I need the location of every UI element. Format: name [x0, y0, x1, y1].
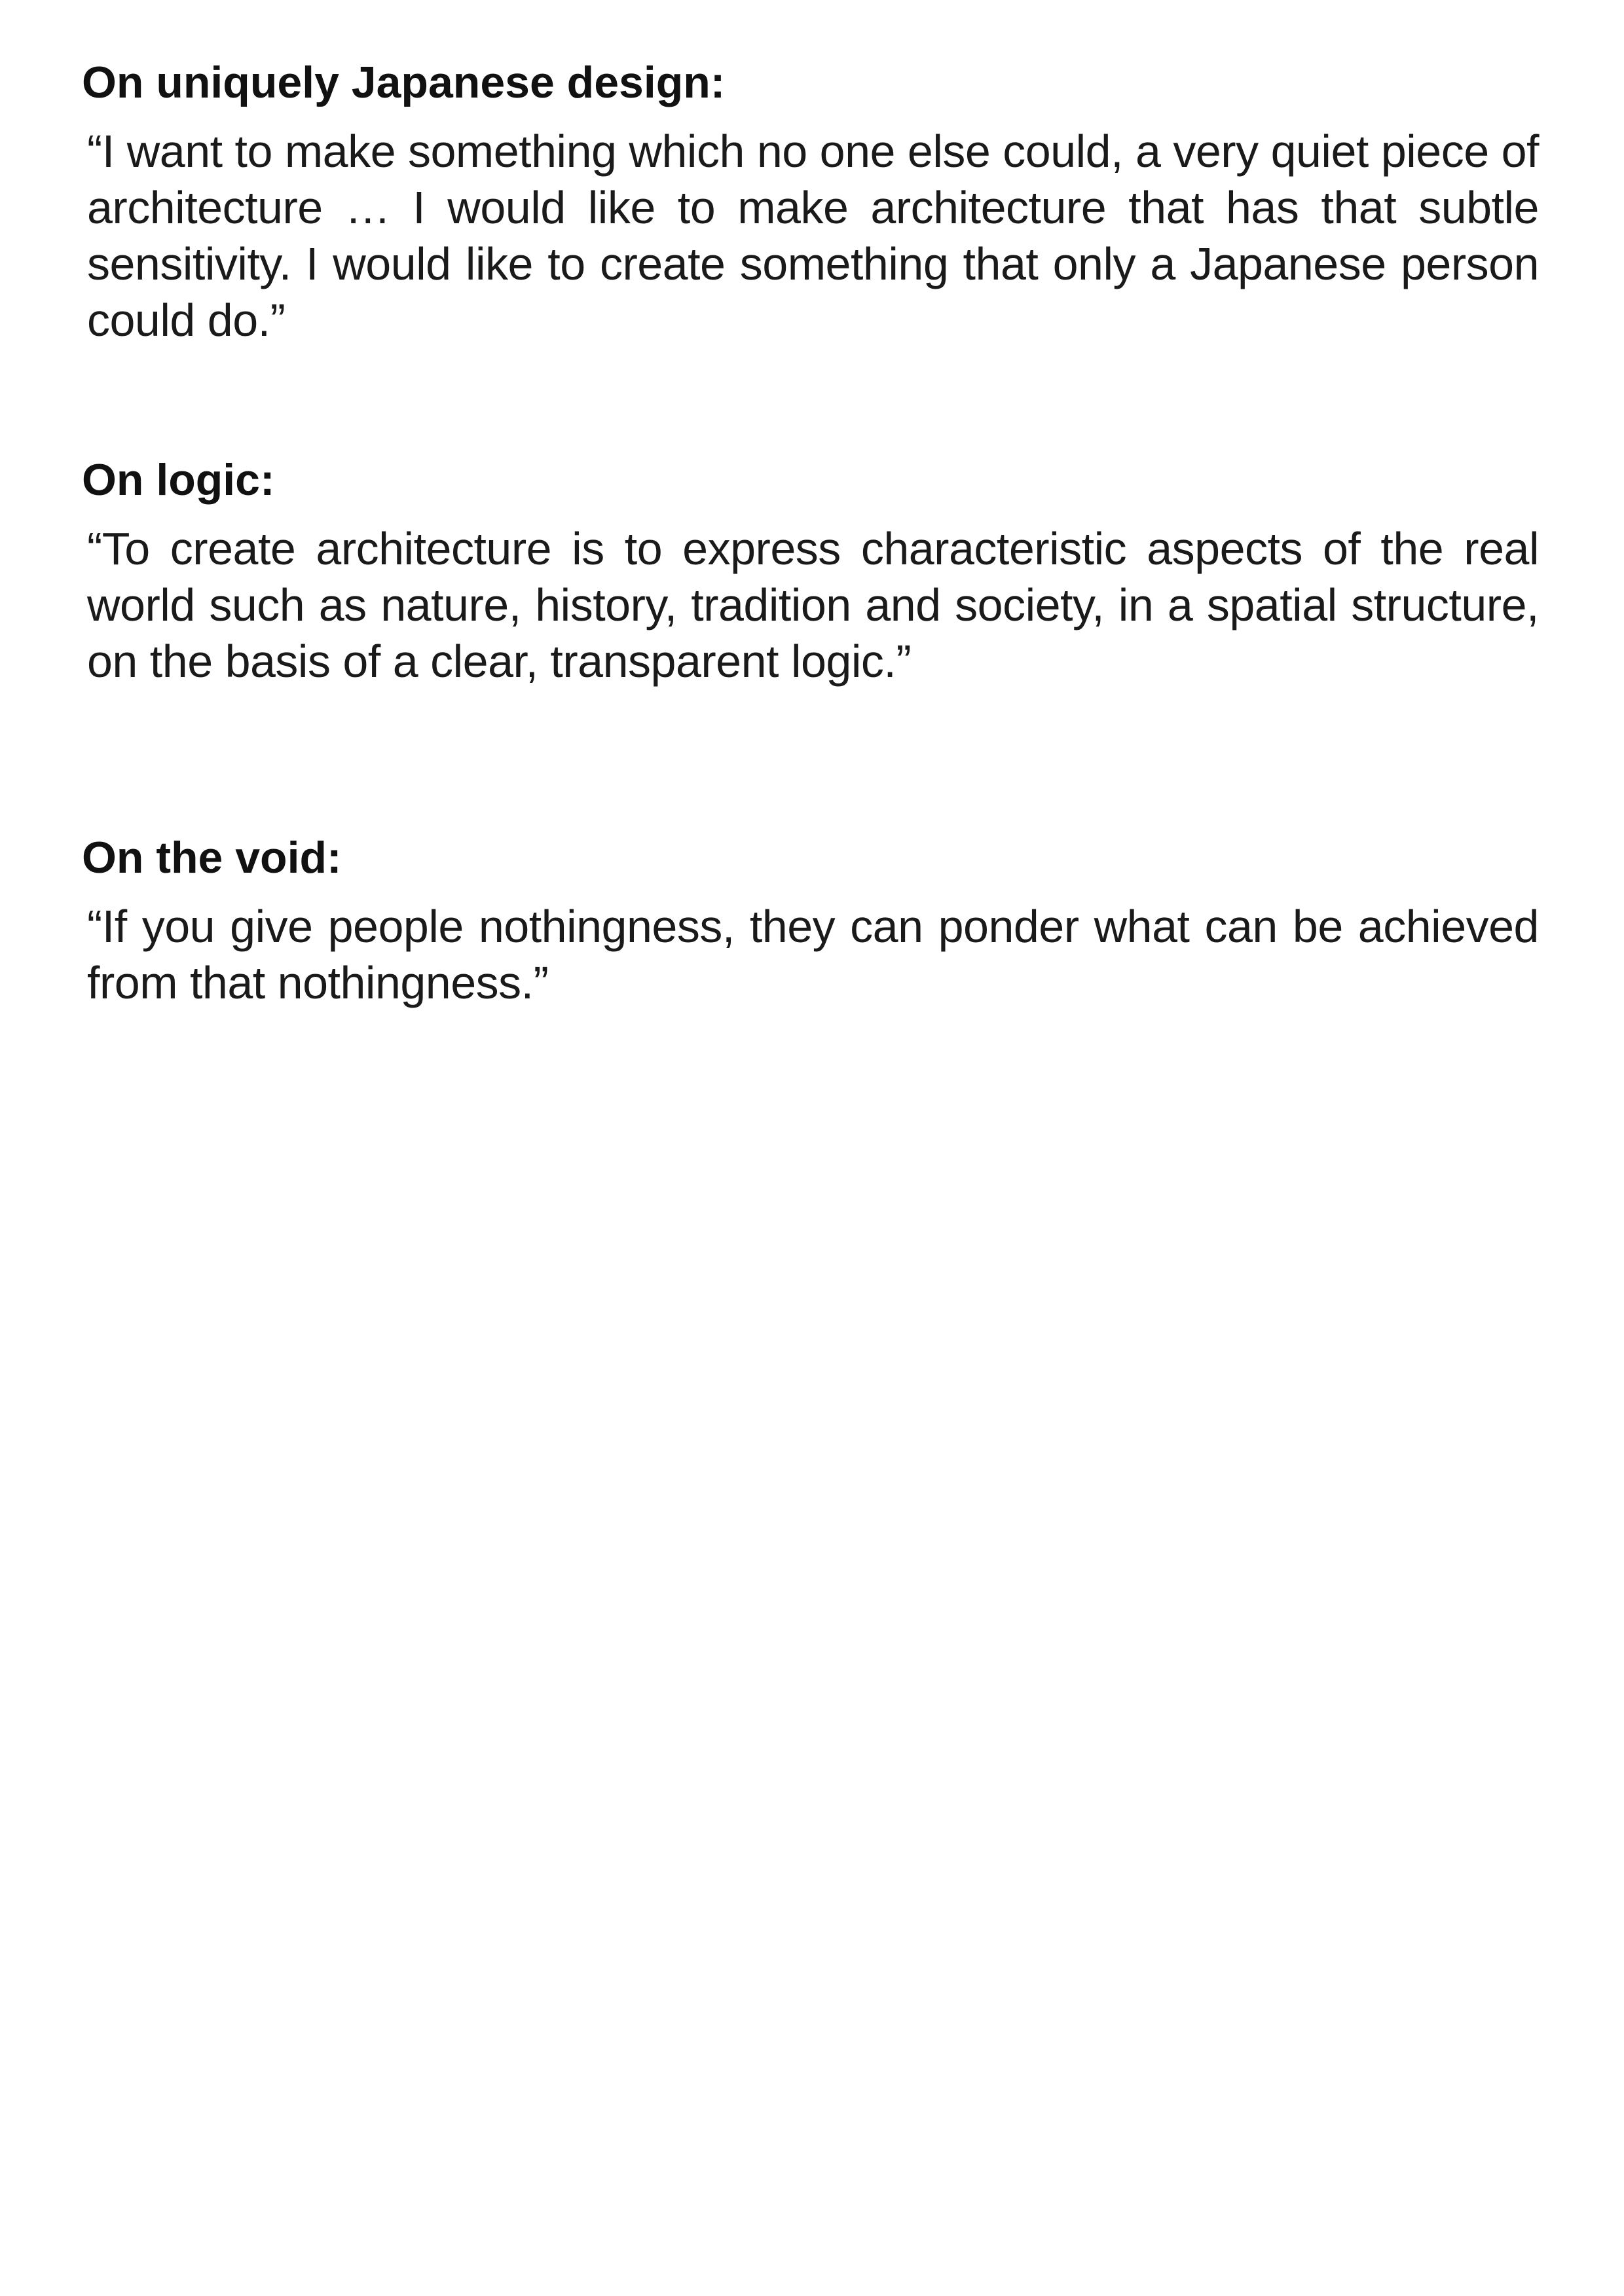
- section-heading: On uniquely Japanese design:: [82, 58, 726, 107]
- section-quote: “To create architecture is to express characteristic aspects of the real world such as nature, history, tradition and society, in a spatial structure, on the basis of a clear, transparent logic.”: [87, 523, 1539, 687]
- quote-section-logic: [82, 454, 1539, 689]
- section-quote: “If you give people nothingness, they can ponder what can be achieved from that nothingness.”: [87, 901, 1539, 1008]
- section-quote: “I want to make something which no one else could, a very quiet piece of architecture … I would like to make architecture that has that subtle sensitivity. I would like to create something that only a Japanese person could do.”: [87, 126, 1539, 346]
- quote-section-void: [82, 831, 1539, 1011]
- section-heading: On the void:: [82, 833, 342, 883]
- section-heading: On logic:: [82, 455, 275, 505]
- quote-section-japanese-design: [82, 56, 1539, 348]
